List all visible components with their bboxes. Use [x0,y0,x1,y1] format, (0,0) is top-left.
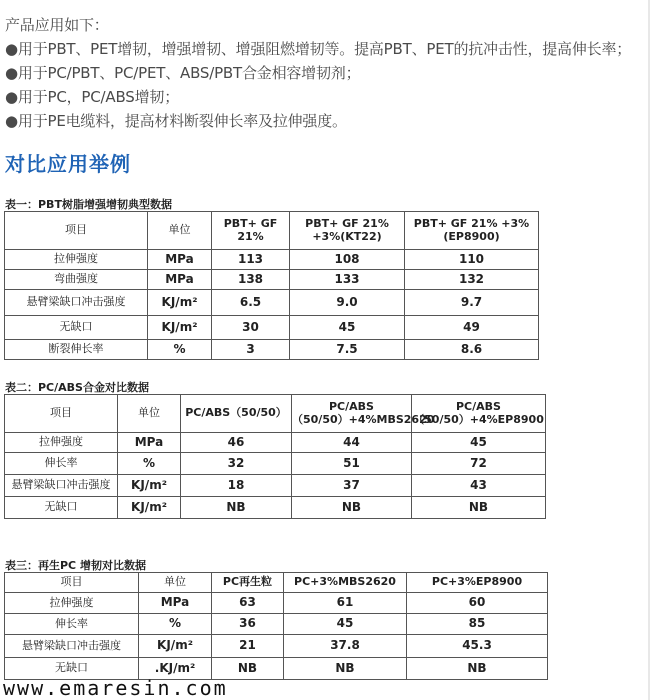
table-header-row [5,212,539,250]
applications-title: 产品应用如下： [5,16,109,34]
unit-cell: MPa [148,270,212,290]
value-cell: 32 [181,453,292,475]
unit-cell: MPa [148,250,212,270]
unit-cell: .KJ/m² [139,658,212,680]
unit-cell: MPa [118,433,181,453]
header-cell: PBT+ GF 21% [212,212,290,250]
header-cell: 单位 [118,395,181,433]
value-cell: 85 [407,614,548,635]
value-cell: 132 [405,270,539,290]
unit-cell: % [139,614,212,635]
value-cell: 43 [412,475,546,497]
unit-cell: KJ/m² [148,290,212,316]
footer-url: www.emaresin.com [3,676,228,700]
value-cell: NB [407,658,548,680]
value-cell: NB [212,658,284,680]
header-cell: 项目 [5,212,148,250]
table2-caption: 表二：PC/ABS合金对比数据 [5,381,149,394]
value-cell: NB [181,497,292,519]
header-cell: 项目 [5,573,139,593]
item-cell: 断裂伸长率 [5,340,148,360]
table-header-row [5,395,546,433]
value-cell: 7.5 [290,340,405,360]
table-row [5,270,539,290]
table-row [5,290,539,316]
value-cell: 51 [292,453,412,475]
item-cell: 伸长率 [5,453,118,475]
value-cell: 21 [212,635,284,658]
item-cell: 悬臂梁缺口冲击强度 [5,290,148,316]
value-cell: 37.8 [284,635,407,658]
header-cell: PC再生粒 [212,573,284,593]
table-header-row [5,573,548,593]
value-cell: 8.6 [405,340,539,360]
value-cell: 72 [412,453,546,475]
value-cell: 61 [284,593,407,614]
header-cell: PC/ABS（50/50）+4%EP8900 [412,395,546,433]
item-cell: 拉伸强度 [5,250,148,270]
item-cell: 拉伸强度 [5,433,118,453]
header-cell: 单位 [148,212,212,250]
item-cell: 悬臂梁缺口冲击强度 [5,475,118,497]
table3-caption: 表三：再生PC 增韧对比数据 [5,559,146,572]
value-cell: 49 [405,316,539,340]
value-cell: 45 [290,316,405,340]
table1 [4,211,539,360]
table1-caption: 表一：PBT树脂增强增韧典型数据 [5,198,172,211]
value-cell: 45 [412,433,546,453]
value-cell: NB [292,497,412,519]
table2 [4,394,546,519]
value-cell: 30 [212,316,290,340]
value-cell: 18 [181,475,292,497]
table-row [5,635,548,658]
table-row [5,475,546,497]
value-cell: 37 [292,475,412,497]
item-cell: 拉伸强度 [5,593,139,614]
unit-cell: % [148,340,212,360]
unit-cell: KJ/m² [118,475,181,497]
value-cell: 113 [212,250,290,270]
unit-cell: % [118,453,181,475]
unit-cell: KJ/m² [118,497,181,519]
application-item: ●用于PC/PBT、PC/PET、ABS/PBT合金相容增韧剂； [5,64,361,82]
header-cell: 项目 [5,395,118,433]
table-row [5,497,546,519]
header-cell: 单位 [139,573,212,593]
value-cell: NB [412,497,546,519]
value-cell: 6.5 [212,290,290,316]
value-cell: 9.0 [290,290,405,316]
value-cell: 138 [212,270,290,290]
application-item: ●用于PBT、PET增韧，增强增韧、增强阻燃增韧等。提高PBT、PET的抗冲击性，提高伸长率； [5,40,632,58]
unit-cell: KJ/m² [139,635,212,658]
section-heading: 对比应用举例 [5,152,131,176]
value-cell: 44 [292,433,412,453]
header-cell: PC+3%EP8900 [407,573,548,593]
item-cell: 无缺口 [5,316,148,340]
unit-cell: KJ/m² [148,316,212,340]
item-cell: 悬臂梁缺口冲击强度 [5,635,139,658]
table-row [5,316,539,340]
item-cell: 无缺口 [5,658,139,680]
table-row [5,614,548,635]
header-cell: PBT+ GF 21% +3% (EP8900) [405,212,539,250]
table-row [5,433,546,453]
table-row [5,593,548,614]
value-cell: 110 [405,250,539,270]
value-cell: 45 [284,614,407,635]
table-row [5,250,539,270]
value-cell: 46 [181,433,292,453]
value-cell: 133 [290,270,405,290]
item-cell: 弯曲强度 [5,270,148,290]
value-cell: NB [284,658,407,680]
application-item: ●用于PE电缆料，提高材料断裂伸长率及拉伸强度。 [5,112,347,130]
header-cell: PC/ABS（50/50） [181,395,292,433]
table-row [5,340,539,360]
item-cell: 伸长率 [5,614,139,635]
value-cell: 63 [212,593,284,614]
value-cell: 45.3 [407,635,548,658]
header-cell: PC/ABS（50/50）+4%MBS2620 [292,395,412,433]
value-cell: 108 [290,250,405,270]
value-cell: 9.7 [405,290,539,316]
header-cell: PBT+ GF 21% +3%(KT22) [290,212,405,250]
table-row [5,453,546,475]
value-cell: 36 [212,614,284,635]
table3 [4,572,548,680]
header-cell: PC+3%MBS2620 [284,573,407,593]
value-cell: 3 [212,340,290,360]
unit-cell: MPa [139,593,212,614]
application-item: ●用于PC，PC/ABS增韧； [5,88,179,106]
value-cell: 60 [407,593,548,614]
item-cell: 无缺口 [5,497,118,519]
